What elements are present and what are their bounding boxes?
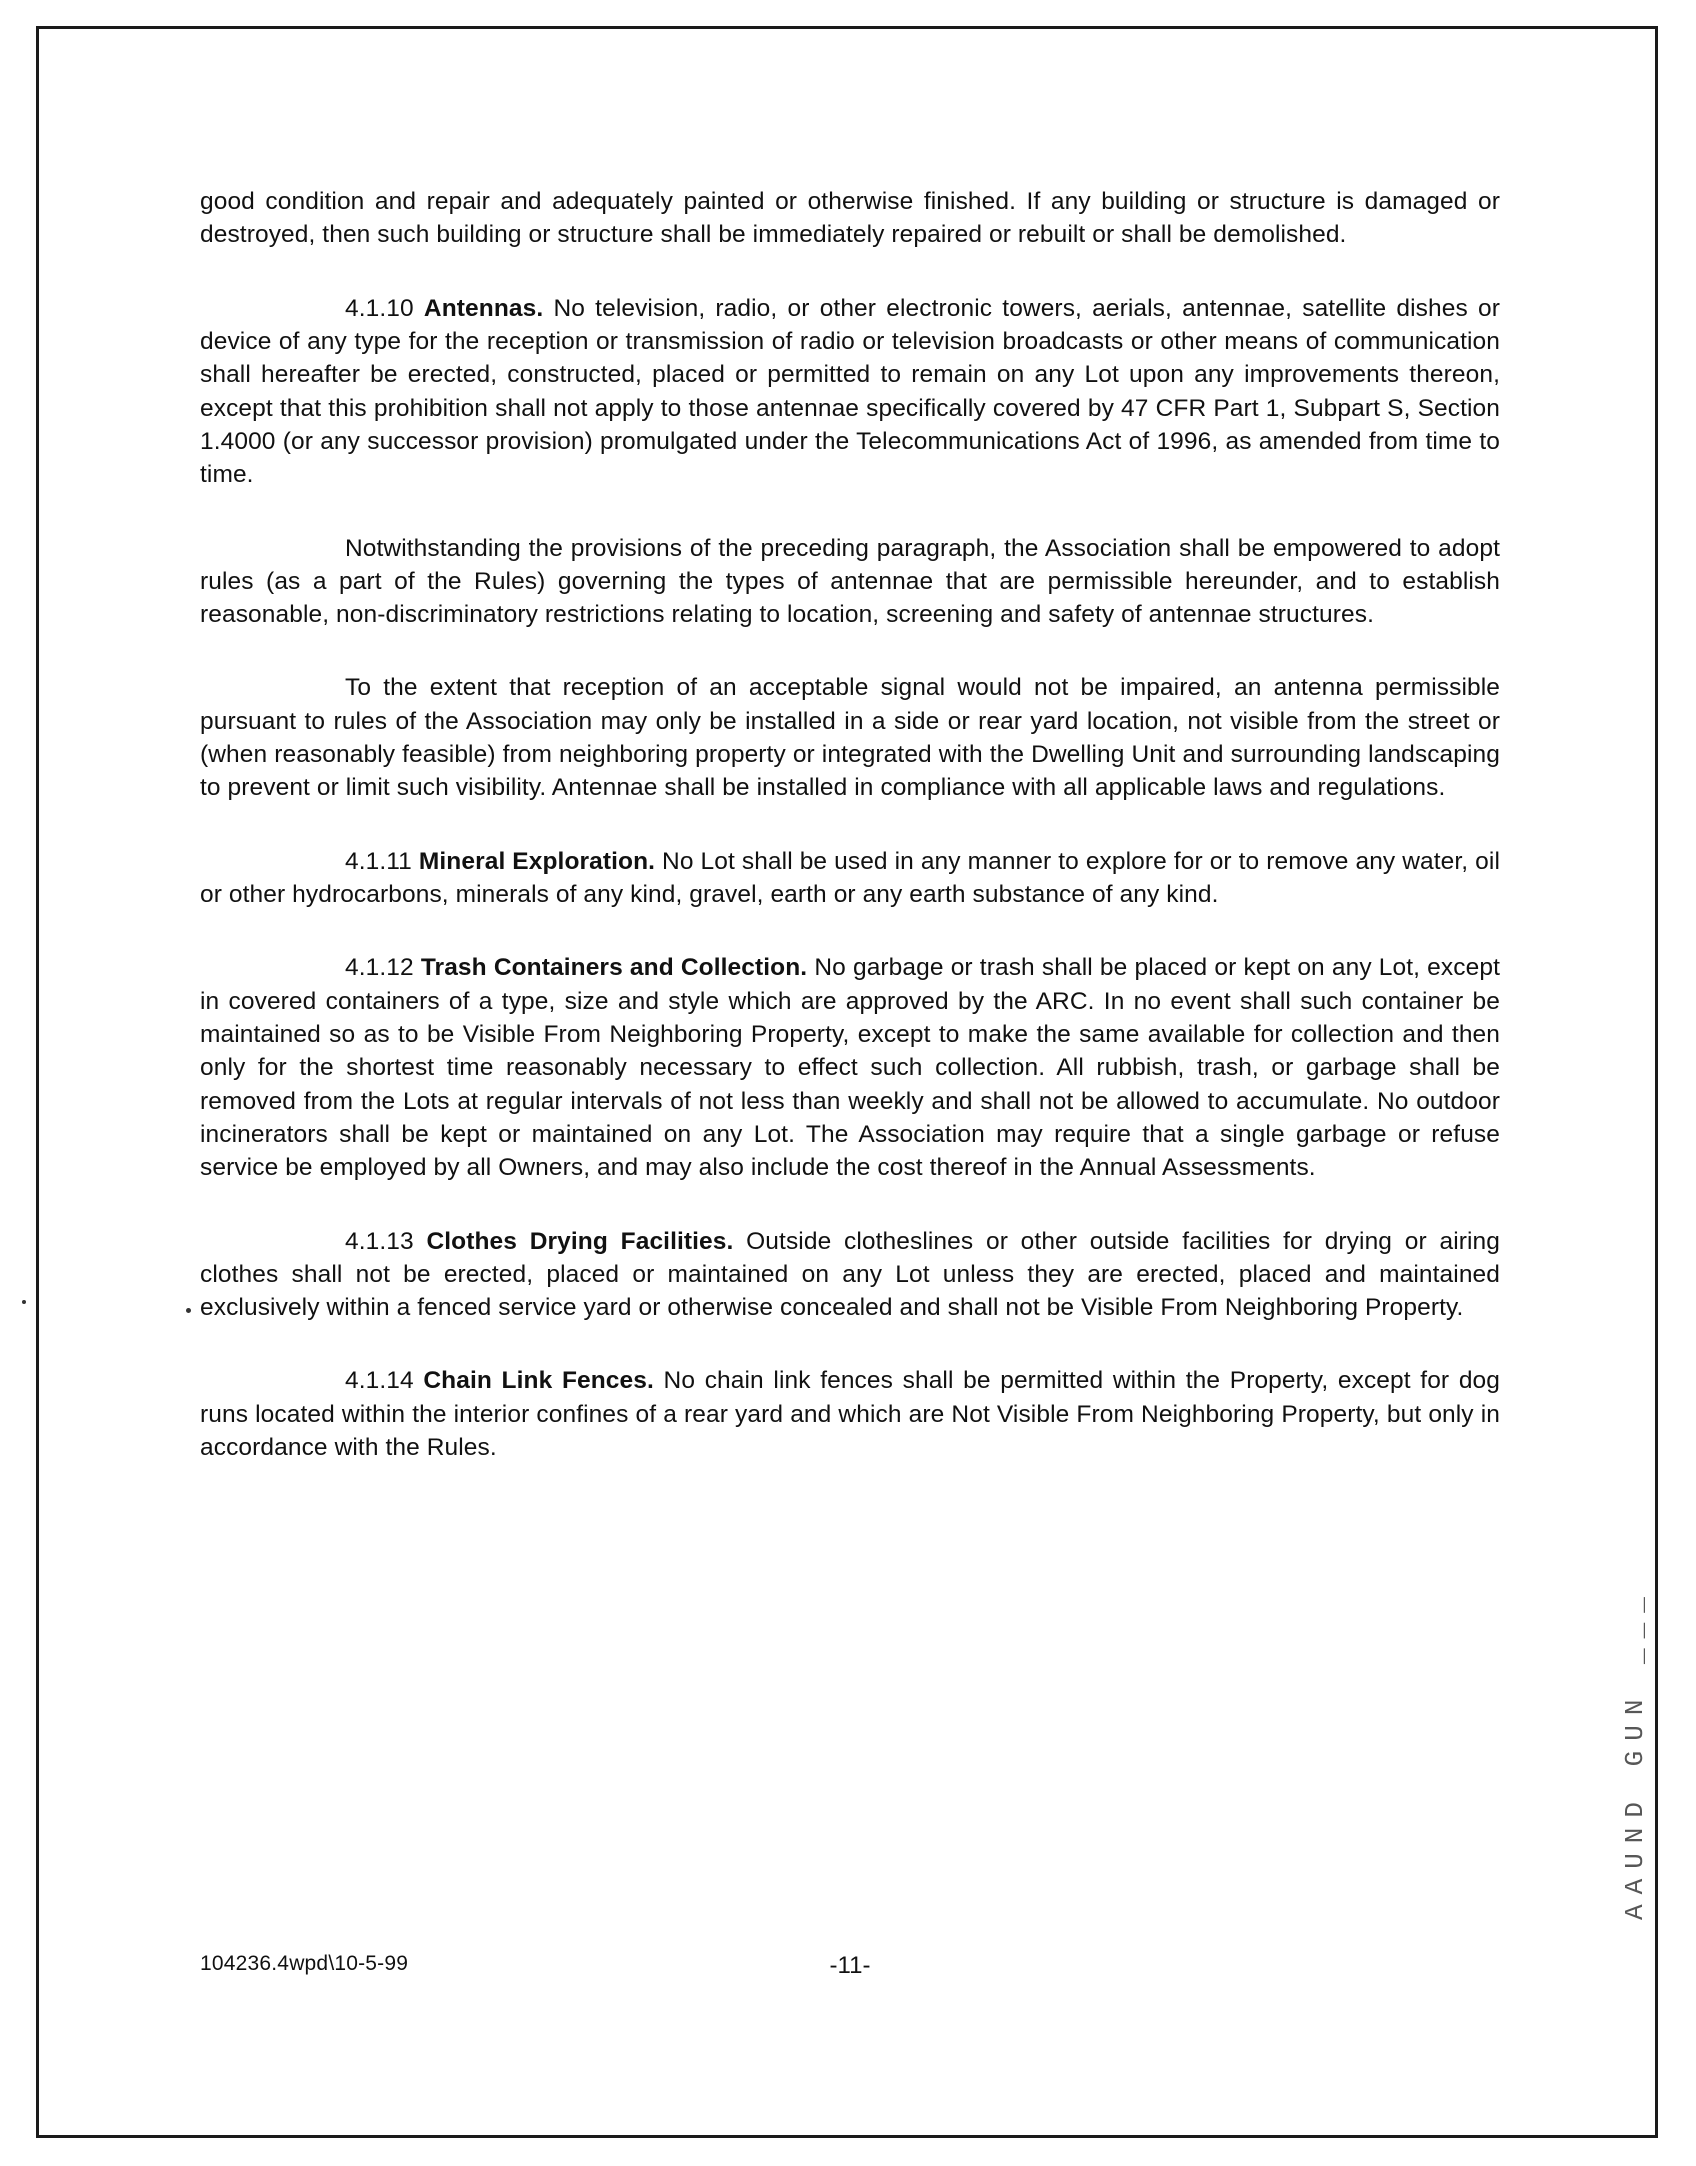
paragraph-4-1-13 [200,1225,1500,1325]
section-number: 4.1.10 [345,294,414,322]
section-heading: Trash Containers and Collection. [420,954,808,982]
paragraph-text: To the extent that reception of an acceptable signal would not be impaired, an antenna permissible pursuant to rules of the Association may only be installed in a side or rear yard location, not visible from the street or (when reasonably feasible) from neighboring property or integrated with the Dwelling Unit and surrounding landscaping to prevent or limit such visibility. Antennae shall be installed in compliance with all applicable laws and regulations. [200,674,1500,802]
paragraph-antennae-signal [200,671,1500,804]
section-number: 4.1.12 [345,954,414,982]
paragraph-text: good condition and repair and adequately painted or otherwise finished. If any building or structure is damaged or destroyed, then such building or structure shall be immediately repaired or rebuilt or shall be demolished. [200,188,1500,249]
scan-artifact-dot [22,1300,26,1304]
paragraph-4-1-14 [200,1364,1500,1464]
document-body [200,185,1500,1504]
scan-artifact-dot-secondary [186,1308,191,1313]
section-number: 4.1.14 [345,1367,414,1395]
section-heading: Chain Link Fences. [423,1367,654,1395]
paragraph-text: No Lot shall be used in any manner to explore for or to remove any water, oil or other hydrocarbons, minerals of any kind, gravel, earth or any earth substance of any kind. [200,847,1500,908]
paragraph-antennae-rules [200,532,1500,632]
paragraph-4-1-11 [200,845,1500,912]
footer-reference: 104236.4wpd\10-5-99 [200,1952,409,1975]
section-heading: Mineral Exploration. [418,847,656,875]
section-heading: Antennas. [423,294,544,322]
section-heading: Clothes Drying Facilities. [426,1227,734,1255]
paragraph-text: No television, radio, or other electronic towers, aerials, antennae, satellite dishes or device of any type for the reception or transmission of radio or television broadcasts or other means of communication shall hereafter be erected, constructed, placed or permitted to remain on any Lot upon any improvements thereon, except that this prohibition shall not apply to those antennae specifically covered by 47 CFR Part 1, Subpart S, Section 1.4000 (or any successor provision) promulgated under the Telecommunications Act of 1996, as amended from time to time. [200,294,1500,489]
paragraph-text: No garbage or trash shall be placed or kept on any Lot, except in covered containers of a type, size and style which are approved by the ARC. In no event shall such container be maintained so as to be Visible From Neighboring Property, except to make the same available for collection and then only for the shortest time reasonably necessary to effect such collection. All rubbish, trash, or garbage shall be removed from the Lots at regular intervals of not less than weekly and shall not be allowed to accumulate. No outdoor incinerators shall be kept or maintained on any Lot. The Association may require that a single garbage or refuse service be employed by all Owners, and may also include the cost thereof in the Annual Assessments. [200,954,1500,1182]
section-number: 4.1.11 [345,847,412,875]
paragraph-text: Outside clotheslines or other outside facilities for drying or airing clothes shall not be erected, placed or maintained on any Lot unless they are erected, placed and maintained exclusively within a fenced service yard or otherwise concealed and shall not be Visible From Neighboring Property. [200,1227,1500,1322]
margin-scan-stamp: AAUND GUN ___ [1620,1587,1650,1920]
section-number: 4.1.13 [345,1227,414,1255]
paragraph-4-1-10 [200,292,1500,492]
paragraph-4-1-12 [200,951,1500,1184]
page-number: -11- [829,1952,871,1979]
paragraph-text: Notwithstanding the provisions of the preceding paragraph, the Association shall be empowered to adopt rules (as a part of the Rules) governing the types of antennae that are permissible hereunder, and to establish reasonable, non-discriminatory restrictions relating to location, screening and safety of antennae structures. [200,534,1500,629]
paragraph-text: No chain link fences shall be permitted within the Property, except for dog runs located within the interior confines of a rear yard and which are Not Visible From Neighboring Property, but only in accordance with the Rules. [200,1367,1500,1462]
paragraph-continuation [200,185,1500,252]
